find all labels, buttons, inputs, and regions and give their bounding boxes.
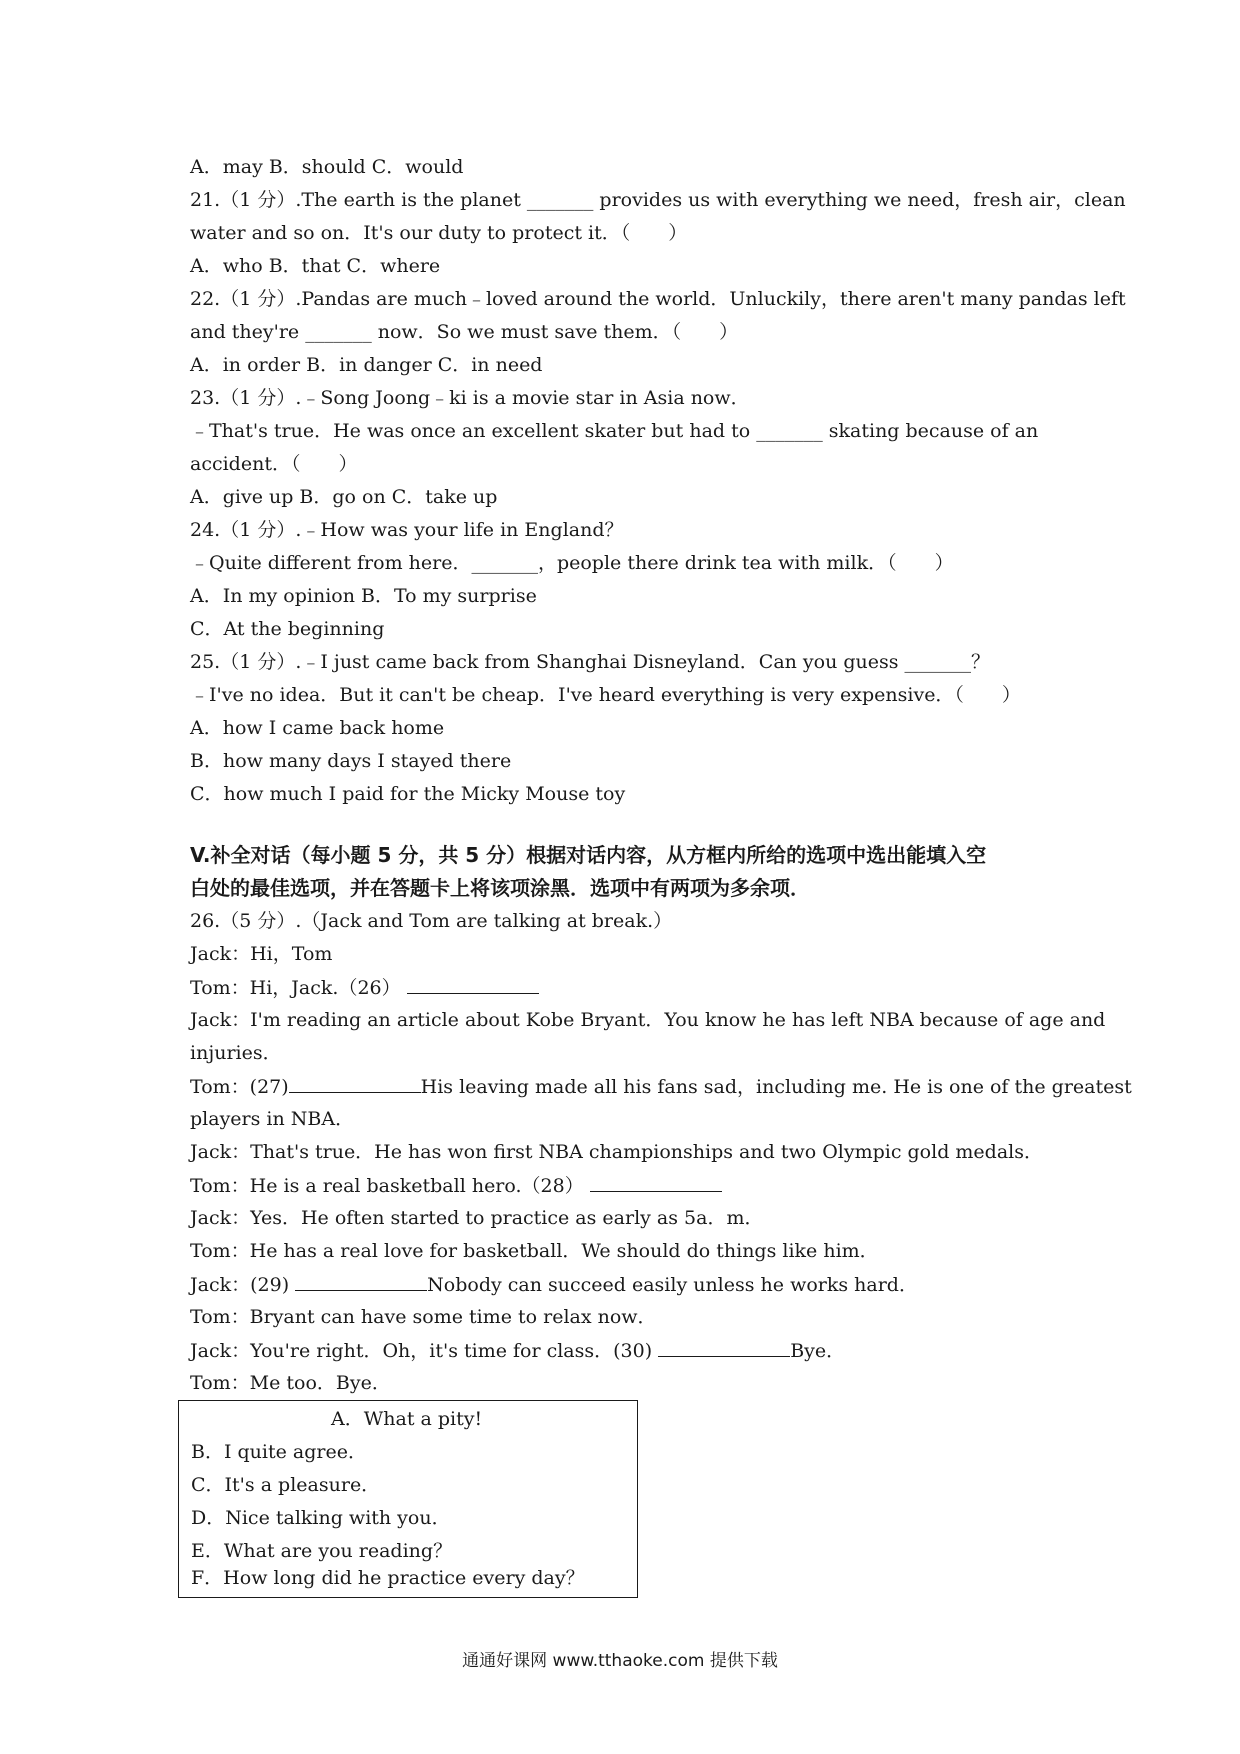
option-f: F．How long did he practice every day？ — [191, 1567, 585, 1589]
dialogue-line: Tom：Bryant can have some time to relax now． — [190, 1306, 657, 1328]
q25-option-c: C．how much I paid for the Micky Mouse toy — [190, 783, 626, 805]
q25-stem: 25.（1 分）.﹣I just came back from Shanghai Disneyland．Can you guess _______？ — [190, 651, 991, 673]
answer-blank-26 — [407, 975, 539, 994]
dialogue-line — [190, 975, 1070, 1000]
q23-stem: 23.（1 分）.﹣Song Joong﹣ki is a movie star in Asia now． — [190, 387, 750, 409]
section-v-heading-cont: 白处的最佳选项，并在答题卡上将该项涂黑．选项中有两项为多余项． — [190, 876, 810, 900]
q25-stem-cont: ﹣I've no idea．But it can't be cheap．I've heard everything is very expensive．（ ） — [190, 684, 1021, 706]
q20-options: A．may B．should C．would — [190, 156, 464, 178]
dialogue-line: Jack：Yes．He often started to practice as early as 5a．m． — [190, 1207, 764, 1229]
dialogue-line — [190, 1173, 1070, 1198]
option-a: A．What a pity! — [331, 1408, 483, 1430]
q21-stem: 21.（1 分）.The earth is the planet _______ provides us with everything we need，fresh air，clean — [190, 189, 1126, 211]
option-e: E．What are you reading？ — [191, 1540, 453, 1562]
dialogue-text: His leaving made all his fans sad，including me. He is one of the greatest — [420, 1076, 1132, 1098]
dialogue-text: Tom：He is a real basketball hero.（28） — [190, 1175, 584, 1197]
q23-options: A．give up B．go on C．take up — [190, 486, 498, 508]
answer-blank-27 — [289, 1074, 421, 1093]
option-d: D．Nice talking with you． — [191, 1507, 451, 1529]
q24-stem: 24.（1 分）.﹣How was your life in England？ — [190, 519, 624, 541]
options-box — [178, 1400, 638, 1598]
q22-options: A．in order B．in danger C．in need — [190, 354, 543, 376]
dialogue-line — [190, 1338, 1070, 1363]
dialogue-line: Tom：He has a real love for basketball．We should do things like him． — [190, 1240, 879, 1262]
dialogue-line: players in NBA． — [190, 1108, 355, 1130]
dialogue-line: Jack：I'm reading an article about Kobe Bryant．You know he has left NBA because of age and — [190, 1009, 1106, 1031]
q21-options: A．who B．that C．where — [190, 255, 441, 277]
q25-option-a: A．how I came back home — [190, 717, 445, 739]
dialogue-line: injuries． — [190, 1042, 282, 1064]
option-b: B．I quite agree． — [191, 1441, 367, 1463]
dialogue-line: Jack：That's true．He has won first NBA championships and two Olympic gold medals． — [190, 1141, 1043, 1163]
q24-stem-cont: ﹣Quite different from here．_______，people there drink tea with milk．（ ） — [190, 552, 954, 574]
q22-stem-cont: and they're _______ now．So we must save them．（ ） — [190, 321, 739, 343]
page-footer: 通通好课网 www.tthaoke.com 提供下载 — [462, 1651, 778, 1671]
q24-option-c: C．At the beginning — [190, 618, 385, 640]
option-c: C．It's a pleasure． — [191, 1474, 381, 1496]
q23-stem-cont: ﹣That's true．He was once an excellent skater but had to _______ skating because of an — [190, 420, 1039, 442]
answer-blank-29 — [295, 1272, 427, 1291]
q23-stem-end: accident．（ ） — [190, 453, 358, 475]
dialogue-text: Tom：Hi，Jack.（26） — [190, 977, 401, 999]
q24-options-ab: A．In my opinion B．To my surprise — [190, 585, 537, 607]
q25-option-b: B．how many days I stayed there — [190, 750, 512, 772]
dialogue-line — [190, 1074, 1132, 1099]
q26-stem: 26.（5 分）.（Jack and Tom are talking at break.） — [190, 910, 673, 932]
q21-stem-cont: water and so on．It's our duty to protect it．（ ） — [190, 222, 688, 244]
dialogue-line: Jack：Hi，Tom — [190, 943, 333, 965]
answer-blank-30 — [658, 1338, 790, 1357]
dialogue-text: Jack：(29) — [190, 1274, 290, 1296]
dialogue-text: Bye． — [790, 1340, 846, 1362]
dialogue-line: Tom：Me too．Bye． — [190, 1372, 391, 1394]
q22-stem: 22.（1 分）.Pandas are much﹣loved around the world．Unluckily，there aren't many pandas left — [190, 288, 1126, 310]
dialogue-line — [190, 1272, 1070, 1297]
dialogue-text: Tom：(27) — [190, 1076, 289, 1098]
section-v-heading: V.补全对话（每小题 5 分，共 5 分）根据对话内容，从方框内所给的选项中选出能填入空 — [190, 843, 987, 867]
answer-blank-28 — [590, 1173, 722, 1192]
dialogue-text: Jack：You're right．Oh，it's time for class．(30) — [190, 1340, 653, 1362]
dialogue-text: Nobody can succeed easily unless he works hard． — [427, 1274, 918, 1296]
